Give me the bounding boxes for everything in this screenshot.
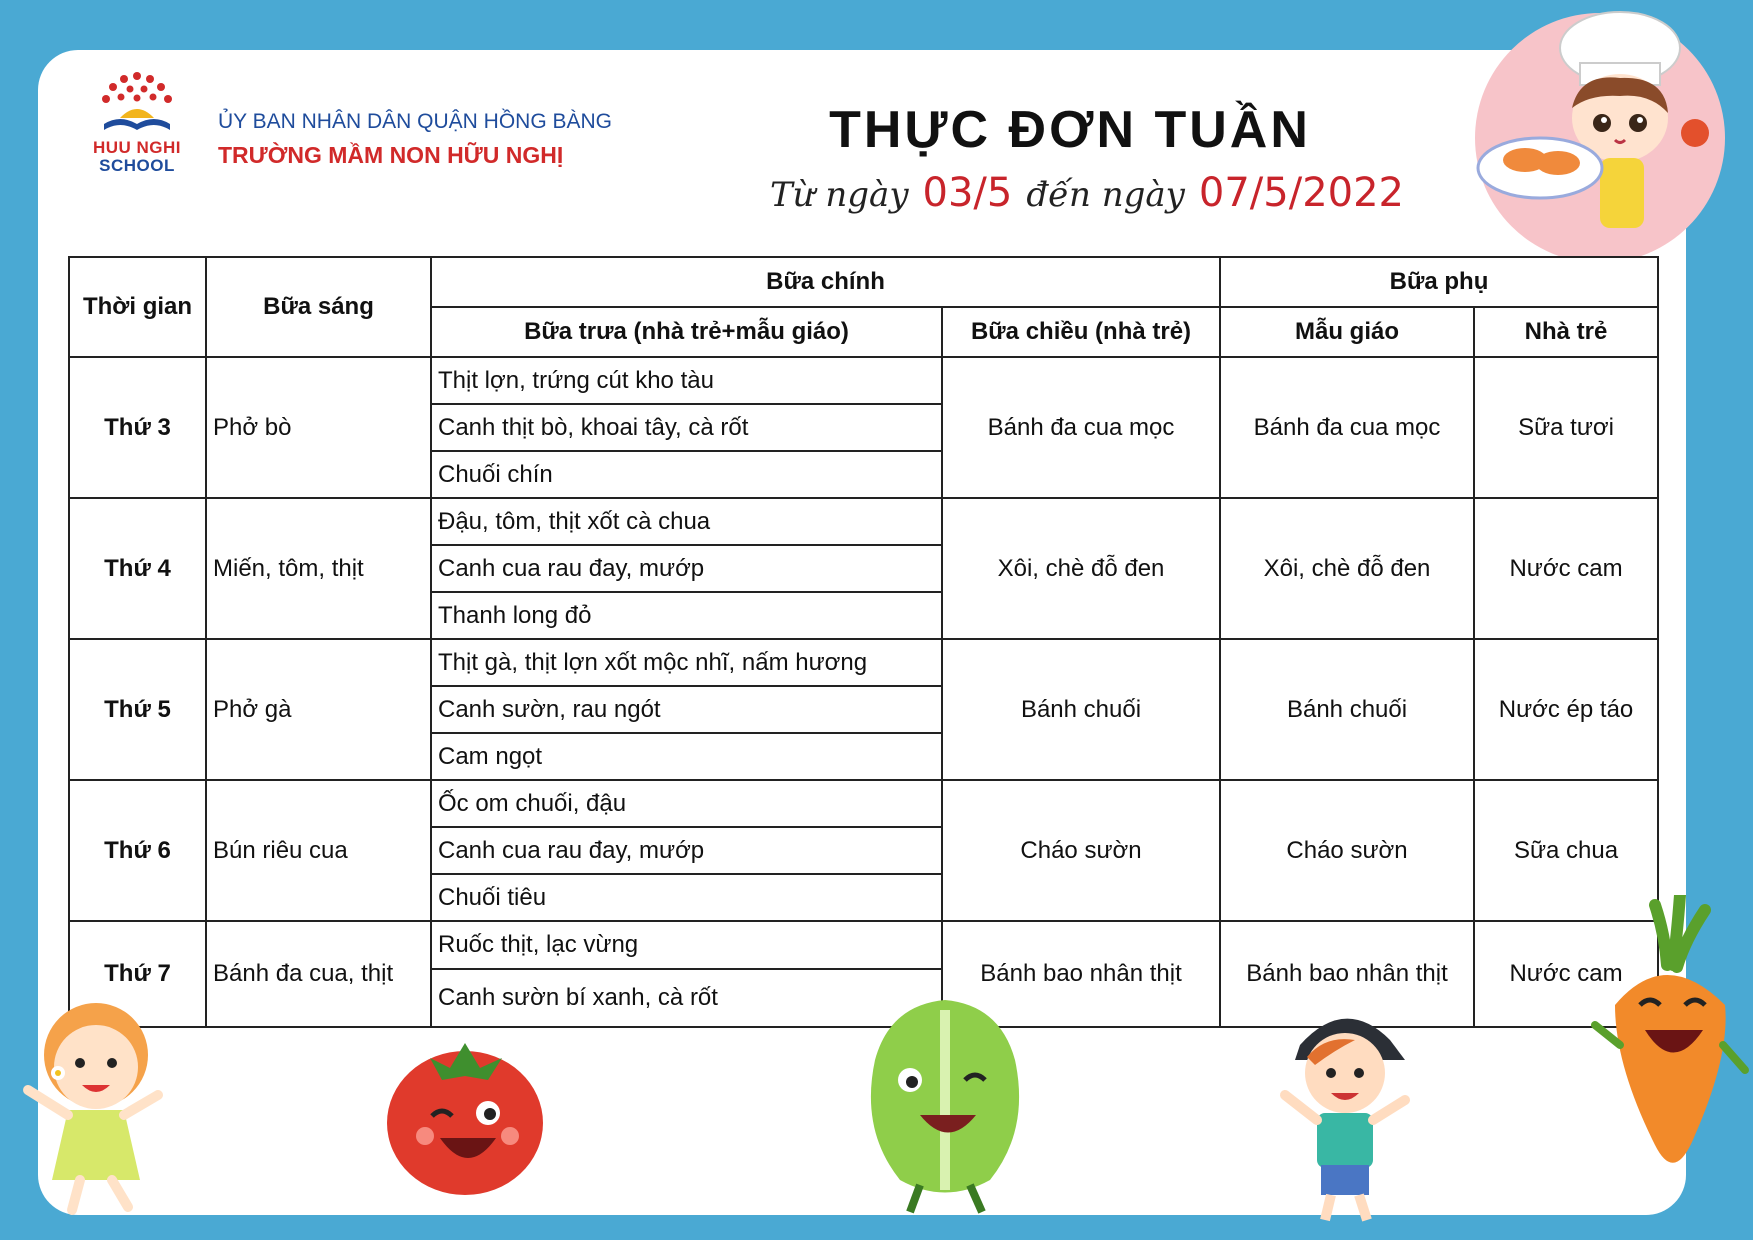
nursery-snack-cell: Sữa chua [1474,780,1658,921]
lunch-item: Canh cua rau đay, mướp [432,546,941,593]
lunch-item: Thịt lợn, trứng cút kho tàu [432,358,941,405]
breakfast-cell: Phở gà [206,639,431,780]
date-to: 07/5/2022 [1198,170,1404,216]
school-info [218,110,612,169]
nursery-snack-cell: Nước cam [1474,498,1658,639]
header-afternoon: Bữa chiều (nhà trẻ) [942,307,1220,357]
lunch-cell [431,639,942,780]
day-cell: Thứ 3 [69,357,206,498]
lunch-item: Chuối tiêu [438,884,547,911]
afternoon-cell: Xôi, chè đỗ đen [942,498,1220,639]
lunch-item: Canh sườn, rau ngót [432,687,941,734]
lunch-cell [431,498,942,639]
school-name: TRƯỜNG MẦM NON HỮU NGHỊ [218,142,564,168]
nursery-snack-cell: Nước cam [1474,921,1658,1027]
carrot-illustration [1585,895,1753,1215]
date-from-label: Từ ngày [770,175,909,215]
lettuce-illustration [840,990,1050,1220]
header-snack: Bữa phụ [1220,257,1658,307]
afternoon-cell: Cháo sườn [942,780,1220,921]
logo-stars-icon [90,70,184,136]
breakfast-cell: Bánh đa cua, thịt [206,921,431,1027]
header-main-meal: Bữa chính [431,257,1220,307]
date-from: 03/5 [922,170,1013,216]
kindergarten-snack-cell: Cháo sườn [1220,780,1474,921]
day-cell: Thứ 6 [69,780,206,921]
school-logo [82,70,192,180]
lunch-cell [431,357,942,498]
lunch-item: Ruốc thịt, lạc vừng [432,922,941,970]
afternoon-cell: Bánh chuối [942,639,1220,780]
header-breakfast: Bữa sáng [206,257,431,357]
header-nursery: Nhà trẻ [1474,307,1658,357]
header-kindergarten: Mẫu giáo [1220,307,1474,357]
lunch-cell [431,780,942,921]
lunch-item: Đậu, tôm, thịt xốt cà chua [432,499,941,546]
date-to-label: đến ngày [1026,175,1185,215]
logo-text-bottom: SCHOOL [99,156,175,175]
kindergarten-snack-cell: Bánh bao nhân thịt [1220,921,1474,1027]
page-title: THỰC ĐƠN TUẦN [829,101,1311,159]
day-cell: Thứ 4 [69,498,206,639]
chef-girl-illustration [1470,8,1740,273]
date-range [770,170,1418,216]
kindergarten-snack-cell: Bánh chuối [1220,639,1474,780]
kindergarten-snack-cell: Xôi, chè đỗ đen [1220,498,1474,639]
table-row [69,639,1658,780]
table-row [69,780,1658,921]
day-cell: Thứ 7 [69,921,206,1027]
header-lunch: Bữa trưa (nhà trẻ+mẫu giáo) [431,307,942,357]
lunch-item: Thanh long đỏ [438,602,592,629]
lunch-item: Canh thịt bò, khoai tây, cà rốt [432,405,941,452]
breakfast-cell: Miến, tôm, thịt [206,498,431,639]
lunch-item: Ốc om chuối, đậu [432,781,941,828]
lunch-item: Thịt gà, thịt lợn xốt mộc nhĩ, nấm hương [432,640,941,687]
weekly-menu-table [68,256,1659,1028]
header-time: Thời gian [69,257,206,357]
lunch-item: Chuối chín [438,461,553,488]
logo-text-top: HUU NGHI [92,138,182,157]
tomato-illustration [370,1018,560,1208]
nursery-snack-cell: Sữa tươi [1474,357,1658,498]
lunch-item: Canh cua rau đay, mướp [432,828,941,875]
kindergarten-snack-cell: Bánh đa cua mọc [1220,357,1474,498]
boy-illustration [1265,995,1425,1225]
table-row [69,498,1658,639]
table-row [69,357,1658,498]
nursery-snack-cell: Nước ép táo [1474,639,1658,780]
authority-name: ỦY BAN NHÂN DÂN QUẬN HỒNG BÀNG [218,110,613,133]
day-cell: Thứ 5 [69,639,206,780]
afternoon-cell: Bánh bao nhân thịt [942,921,1220,1027]
breakfast-cell: Bún riêu cua [206,780,431,921]
girl-illustration [8,995,183,1220]
afternoon-cell: Bánh đa cua mọc [942,357,1220,498]
lunch-item: Canh sườn bí xanh, cà rốt [438,984,718,1011]
breakfast-cell: Phở bò [206,357,431,498]
lunch-item: Cam ngọt [438,743,543,770]
